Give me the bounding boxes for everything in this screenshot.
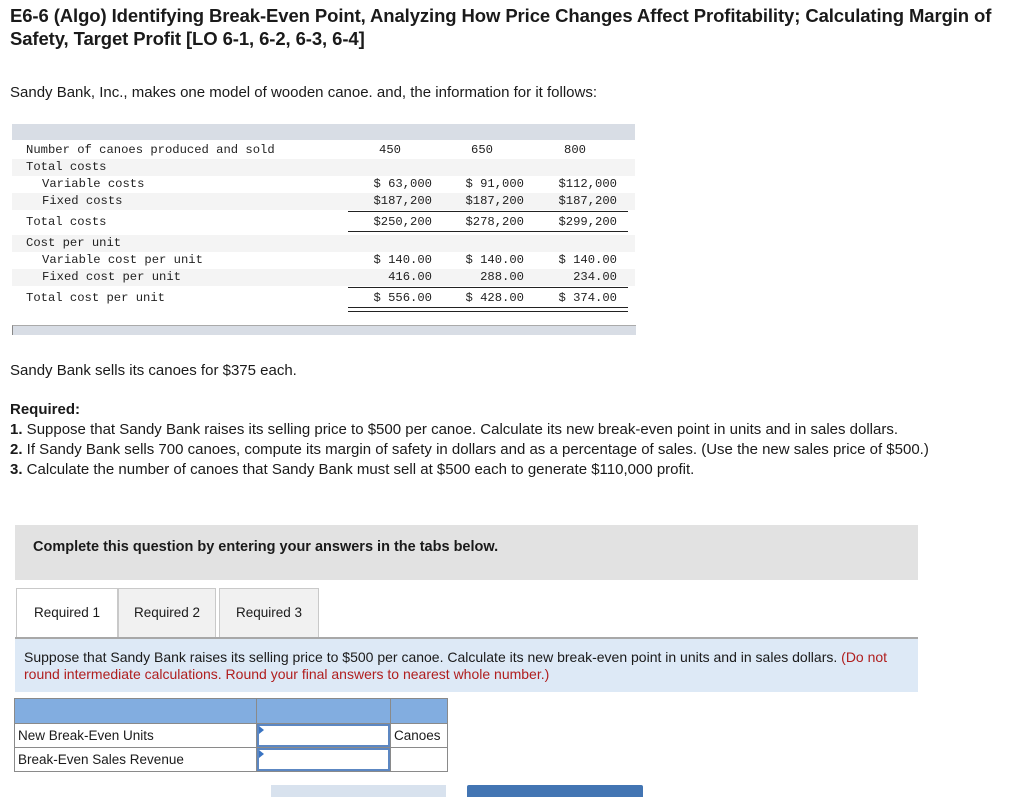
table-row-total-cost-per-unit: Total cost per unit $ 556.00 $ 428.00 $ 374.00 — [12, 286, 635, 309]
unit-label: Canoes — [391, 724, 448, 748]
table-row — [15, 724, 448, 748]
required-item-2: 2. If Sandy Bank sells 700 canoes, compute its margin of safety in dollars and as a percentage of sales. (Use the new sales price of $500.) — [10, 441, 929, 458]
required-item-1: 1. Suppose that Sandy Bank raises its selling price to $500 per canoe. Calculate its new break-even point in units and in sales dollars. — [10, 421, 899, 438]
rounding-note: (Do not round intermediate calculations. Round your final answers to nearest whole number.) — [24, 649, 888, 682]
unit-label — [391, 748, 448, 772]
tab-required-3[interactable]: Required 3 — [219, 588, 319, 638]
table-row-units: Number of canoes produced and sold 450 650 800 — [26, 143, 586, 157]
required-heading: Required: — [10, 401, 81, 418]
page-title: E6-6 (Algo) Identifying Break-Even Point, Analyzing How Price Changes Affect Profitability; Calculating Margin of Safety, Target Profit [LO 6-1, 6-2, 6-3, 6-4] — [10, 5, 992, 49]
double-underline — [348, 307, 628, 312]
selling-price-text: Sandy Bank sells its canoes for $375 each. — [10, 362, 297, 379]
answer-table — [14, 698, 448, 772]
next-button[interactable] — [467, 785, 643, 797]
tab-required-2[interactable]: Required 2 — [118, 588, 216, 638]
tab-required-1[interactable]: Required 1 — [16, 588, 118, 639]
break-even-sales-revenue-input[interactable] — [257, 748, 390, 771]
tab-instructions: Suppose that Sandy Bank raises its selling price to $500 per canoe. Calculate its new break-even point in units and in sales dollars. (Do not round intermediate calculations. Round your final answers to nearest whole number.) — [15, 639, 918, 692]
instruction-banner: Complete this question by entering your answers in the tabs below. — [15, 525, 918, 580]
previous-button[interactable] — [271, 785, 446, 797]
intro-text: Sandy Bank, Inc., makes one model of wooden canoe. and, the information for it follows: — [10, 84, 597, 101]
table-row-cost-per-unit-header: Cost per unit — [12, 235, 635, 252]
table-header-bar — [12, 124, 635, 140]
table-row-fixed-cost-per-unit: Fixed cost per unit 416.00 288.00 234.00 — [12, 269, 635, 286]
table-row-variable-cost-per-unit: Variable cost per unit $ 140.00 $ 140.00 $ 140.00 — [42, 253, 617, 267]
row-label: Break-Even Sales Revenue — [15, 748, 257, 772]
table-row-total-costs-header: Total costs — [12, 159, 635, 176]
cost-data-table — [12, 124, 635, 309]
new-break-even-units-input[interactable] — [257, 724, 390, 747]
input-marker-icon — [259, 750, 264, 758]
required-item-3: 3. Calculate the number of canoes that Sandy Bank must sell at $500 each to generate $110,000 profit. — [10, 461, 695, 478]
answer-table-header — [15, 699, 448, 724]
input-marker-icon — [259, 726, 264, 734]
table-row-total-costs: Total costs $250,200 $278,200 $299,200 — [12, 210, 635, 233]
table-footer-bar — [12, 325, 636, 335]
table-row-variable-costs: Variable costs $ 63,000 $ 91,000 $112,000 — [42, 177, 617, 191]
row-label: New Break-Even Units — [15, 724, 257, 748]
table-row-fixed-costs: Fixed costs $187,200 $187,200 $187,200 — [12, 193, 635, 210]
table-row — [15, 748, 448, 772]
required-section — [10, 400, 1010, 480]
